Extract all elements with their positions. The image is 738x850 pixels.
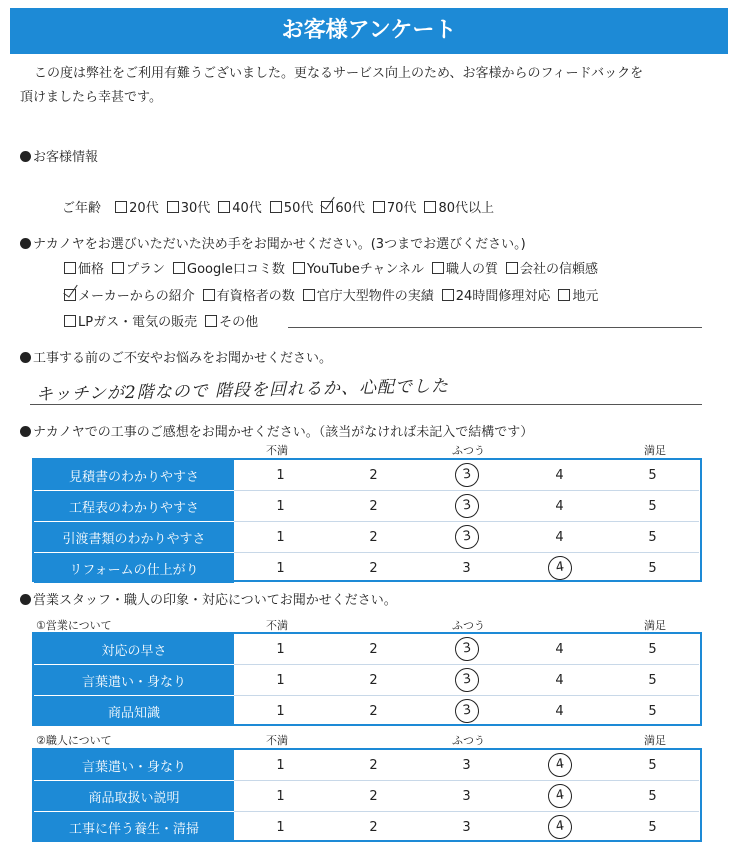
checkbox-label: 50代	[283, 201, 314, 216]
rating-option[interactable]	[327, 553, 420, 584]
impressions-rating-table	[34, 460, 699, 584]
rating-option[interactable]	[513, 491, 606, 522]
rating-item-label: 対応の早さ	[34, 634, 234, 665]
checkbox-option[interactable]	[558, 285, 598, 304]
rating-item-label: 引渡書類のわかりやすさ	[34, 522, 234, 553]
bullet-icon	[20, 238, 31, 249]
reasons-heading: ナカノヤをお選びいただいた決め手をお聞かせください。(3つまでお選びください。)	[20, 233, 526, 252]
worries-heading: 工事する前のご不安やお悩みをお聞かせください。	[20, 347, 332, 366]
rating-option[interactable]	[513, 522, 606, 553]
rating-option[interactable]	[327, 750, 420, 781]
rating-option[interactable]	[234, 553, 327, 584]
checkbox[interactable]	[432, 262, 444, 274]
selected-rating-circle: 4	[546, 814, 573, 841]
rating-item-label: 言葉遣い・身なり	[34, 750, 234, 781]
rating-option[interactable]	[420, 634, 513, 665]
selected-rating-circle: 3	[453, 492, 480, 519]
checkbox-option[interactable]	[303, 285, 434, 304]
rating-number: 1	[276, 467, 285, 483]
checkbox-label: メーカーからの紹介	[78, 289, 195, 304]
checkbox[interactable]	[64, 315, 76, 327]
checkbox-option[interactable]	[64, 285, 195, 304]
scale-mid-label: ふつう	[452, 619, 485, 632]
sales-subheading: ①営業について	[36, 619, 112, 632]
rating-number: 4	[555, 641, 564, 657]
checkbox[interactable]	[270, 201, 282, 213]
rating-item-label: 商品知識	[34, 696, 234, 727]
rating-option[interactable]	[234, 491, 327, 522]
rating-option[interactable]	[606, 750, 699, 781]
rating-row	[34, 491, 699, 522]
rating-option[interactable]	[606, 812, 699, 843]
scale-mid-label: ふつう	[452, 444, 485, 457]
checkbox-label: 価格	[78, 262, 105, 277]
rating-number: 4	[555, 498, 564, 514]
rating-option[interactable]	[327, 634, 420, 665]
rating-number: 1	[276, 641, 285, 657]
scale-mid-label: ふつう	[452, 734, 485, 747]
rating-number: 2	[369, 757, 378, 773]
rating-option[interactable]	[234, 460, 327, 491]
staff-heading: 営業スタッフ・職人の印象・対応についてお聞かせください。	[20, 589, 397, 608]
checkbox-option[interactable]	[442, 285, 551, 304]
checkbox-option[interactable]	[293, 258, 424, 277]
scale-low-label: 不満	[266, 734, 288, 747]
rating-number: 2	[369, 788, 378, 804]
rating-number: 2	[369, 529, 378, 545]
rating-option[interactable]	[420, 812, 513, 843]
selected-rating-circle: 3	[453, 666, 480, 693]
checkbox-option[interactable]	[321, 197, 365, 216]
rating-option[interactable]	[606, 665, 699, 696]
scale-high-label: 満足	[644, 444, 666, 457]
bullet-icon	[20, 352, 31, 363]
rating-option[interactable]	[606, 460, 699, 491]
intro-line-2: 頂けましたら幸甚です。	[20, 90, 162, 105]
checkbox-option[interactable]	[115, 197, 159, 216]
rating-option[interactable]	[327, 460, 420, 491]
checkbox-option[interactable]	[64, 258, 104, 277]
reason-row	[64, 285, 606, 304]
other-reason-line[interactable]	[288, 327, 702, 328]
rating-row	[34, 460, 699, 491]
rating-option[interactable]	[420, 553, 513, 584]
checkbox-label: 20代	[129, 201, 159, 216]
checkbox[interactable]	[203, 289, 215, 301]
rating-option[interactable]	[234, 634, 327, 665]
rating-option[interactable]	[606, 634, 699, 665]
checkbox[interactable]	[293, 262, 305, 274]
rating-number: 2	[369, 467, 378, 483]
rating-row	[34, 696, 699, 727]
rating-item-label: リフォームの仕上がり	[34, 553, 234, 584]
checkbox-label: プラン	[126, 262, 166, 277]
checkbox-label: 官庁大型物件の実績	[316, 289, 434, 304]
rating-row	[34, 812, 699, 843]
rating-row	[34, 665, 699, 696]
rating-number: 5	[648, 819, 657, 835]
rating-option[interactable]	[513, 665, 606, 696]
checkbox[interactable]	[558, 289, 570, 301]
rating-number: 4	[555, 703, 564, 719]
selected-rating-circle: 4	[546, 751, 573, 778]
rating-number: 3	[462, 757, 471, 773]
rating-option[interactable]	[234, 696, 327, 727]
bullet-icon	[20, 594, 31, 605]
rating-number: 5	[648, 672, 657, 688]
checkbox[interactable]	[205, 315, 217, 327]
age-row	[62, 197, 502, 216]
rating-item-label: 工事に伴う養生・清掃	[34, 812, 234, 843]
checkbox[interactable]	[506, 262, 518, 274]
rating-number: 2	[369, 641, 378, 657]
worries-handwritten-answer: キッチンが2階なので 階段を回れるか、心配でした	[35, 376, 450, 405]
rating-row	[34, 522, 699, 553]
rating-number: 3	[462, 788, 471, 804]
scale-low-label: 不満	[266, 444, 288, 457]
rating-item-label: 言葉遣い・身なり	[34, 665, 234, 696]
rating-option[interactable]	[606, 781, 699, 812]
rating-number: 1	[276, 757, 285, 773]
rating-option[interactable]	[234, 781, 327, 812]
bullet-icon	[20, 426, 31, 437]
rating-option[interactable]	[234, 522, 327, 553]
rating-option[interactable]	[513, 696, 606, 727]
checkbox-label: 40代	[232, 201, 262, 216]
checkbox[interactable]	[424, 201, 436, 213]
rating-number: 3	[462, 819, 471, 835]
rating-option[interactable]	[513, 750, 606, 781]
selected-rating-circle: 4	[546, 782, 573, 809]
checkbox[interactable]	[442, 289, 454, 301]
checkbox[interactable]	[218, 201, 230, 213]
rating-option[interactable]	[606, 696, 699, 727]
checkbox-label: 80代以上	[438, 201, 494, 216]
rating-option[interactable]	[513, 553, 606, 584]
rating-option[interactable]	[327, 812, 420, 843]
rating-option[interactable]	[513, 634, 606, 665]
selected-rating-circle: 3	[453, 698, 480, 725]
rating-number: 5	[648, 467, 657, 483]
rating-number: 2	[369, 703, 378, 719]
craftsmen-subheading: ②職人について	[36, 734, 112, 747]
rating-number: 2	[369, 672, 378, 688]
rating-option[interactable]	[420, 696, 513, 727]
scale-high-label: 満足	[644, 734, 666, 747]
selected-rating-circle: 3	[453, 523, 480, 550]
age-label: ご年齢	[62, 201, 102, 216]
checkbox-label: 70代	[386, 201, 417, 216]
selected-rating-circle: 4	[546, 555, 573, 582]
checkbox-label: 職人の質	[445, 262, 498, 277]
reason-row	[64, 311, 266, 330]
rating-option[interactable]	[606, 522, 699, 553]
rating-number: 5	[648, 560, 657, 576]
rating-number: 1	[276, 788, 285, 804]
rating-number: 4	[555, 529, 564, 545]
selected-rating-circle: 3	[453, 635, 480, 662]
checkbox-option[interactable]	[506, 258, 598, 277]
checkbox-option[interactable]	[205, 311, 258, 330]
checkbox[interactable]	[112, 262, 124, 274]
rating-number: 1	[276, 498, 285, 514]
rating-option[interactable]	[327, 491, 420, 522]
intro-line-1: この度は弊社をご利用有難うございました。更なるサービス向上のため、お客様からのフィードバックを	[34, 66, 644, 81]
rating-number: 4	[555, 467, 564, 483]
checkbox-option[interactable]	[112, 258, 165, 277]
rating-option[interactable]	[513, 812, 606, 843]
rating-number: 5	[648, 788, 657, 804]
rating-number: 2	[369, 819, 378, 835]
bullet-icon	[20, 151, 31, 162]
rating-number: 1	[276, 672, 285, 688]
checkbox-label: LPガス・電気の販売	[78, 315, 198, 330]
reason-row	[64, 258, 606, 277]
rating-item-label: 商品取扱い説明	[34, 781, 234, 812]
checkbox-label: 会社の信頼感	[519, 262, 598, 277]
rating-row	[34, 634, 699, 665]
rating-number: 2	[369, 498, 378, 514]
checkbox-checked[interactable]	[64, 289, 76, 301]
rating-number: 5	[648, 757, 657, 773]
rating-number: 1	[276, 703, 285, 719]
rating-option[interactable]	[234, 665, 327, 696]
checkbox-label: 24時間修理対応	[455, 289, 551, 304]
checkbox-label: 30代	[180, 201, 211, 216]
survey-title: お客様アンケート	[10, 8, 728, 54]
scale-low-label: 不満	[266, 619, 288, 632]
rating-option[interactable]	[420, 750, 513, 781]
checkbox[interactable]	[373, 201, 385, 213]
rating-option[interactable]	[234, 812, 327, 843]
rating-option[interactable]	[606, 491, 699, 522]
checkbox-option[interactable]	[64, 311, 197, 330]
rating-number: 4	[555, 672, 564, 688]
impressions-heading: ナカノヤでの工事のご感想をお聞かせください。（該当がなければ未記入で結構です）	[20, 421, 533, 440]
rating-option[interactable]	[420, 665, 513, 696]
rating-option[interactable]	[420, 491, 513, 522]
checkbox-option[interactable]	[270, 197, 314, 216]
checkbox-option[interactable]	[203, 285, 295, 304]
customer-info-heading: お客様情報	[20, 146, 98, 165]
rating-item-label: 見積書のわかりやすさ	[34, 460, 234, 491]
checkbox[interactable]	[167, 201, 179, 213]
checkbox-option[interactable]	[218, 197, 262, 216]
rating-number: 5	[648, 498, 657, 514]
craftsmen-rating-table	[34, 750, 699, 843]
checkbox[interactable]	[115, 201, 127, 213]
checkbox-label: 60代	[335, 201, 365, 216]
checkbox-option[interactable]	[424, 197, 494, 216]
rating-number: 5	[648, 641, 657, 657]
rating-number: 5	[648, 529, 657, 545]
rating-option[interactable]	[606, 553, 699, 584]
rating-number: 1	[276, 560, 285, 576]
rating-row	[34, 781, 699, 812]
rating-number: 1	[276, 529, 285, 545]
scale-high-label: 満足	[644, 619, 666, 632]
rating-item-label: 工程表のわかりやすさ	[34, 491, 234, 522]
checkbox-label: 地元	[572, 289, 599, 304]
checkbox-label: Google口コミ数	[187, 262, 285, 277]
checkbox-option[interactable]	[173, 258, 285, 277]
checkbox-label: 有資格者の数	[216, 289, 295, 304]
rating-row	[34, 553, 699, 584]
checkbox-option[interactable]	[432, 258, 498, 277]
checkbox[interactable]	[64, 262, 76, 274]
checkbox[interactable]	[173, 262, 185, 274]
rating-option[interactable]	[327, 522, 420, 553]
rating-option[interactable]	[327, 781, 420, 812]
rating-row	[34, 750, 699, 781]
rating-number: 3	[462, 560, 471, 576]
rating-number: 5	[648, 703, 657, 719]
rating-option[interactable]	[327, 696, 420, 727]
rating-option[interactable]	[513, 460, 606, 491]
selected-rating-circle: 3	[453, 461, 480, 488]
checkbox-label: その他	[219, 315, 259, 330]
rating-option[interactable]	[420, 522, 513, 553]
rating-option[interactable]	[420, 460, 513, 491]
worries-answer-line[interactable]	[30, 404, 702, 405]
rating-number: 2	[369, 560, 378, 576]
checkbox[interactable]	[303, 289, 315, 301]
rating-number: 1	[276, 819, 285, 835]
rating-option[interactable]	[420, 781, 513, 812]
rating-option[interactable]	[513, 781, 606, 812]
rating-option[interactable]	[234, 750, 327, 781]
checkbox-option[interactable]	[167, 197, 211, 216]
checkbox-option[interactable]	[373, 197, 417, 216]
sales-rating-table	[34, 634, 699, 727]
checkbox-checked[interactable]	[321, 201, 333, 213]
rating-option[interactable]	[327, 665, 420, 696]
checkbox-label: YouTubeチャンネル	[306, 262, 424, 277]
